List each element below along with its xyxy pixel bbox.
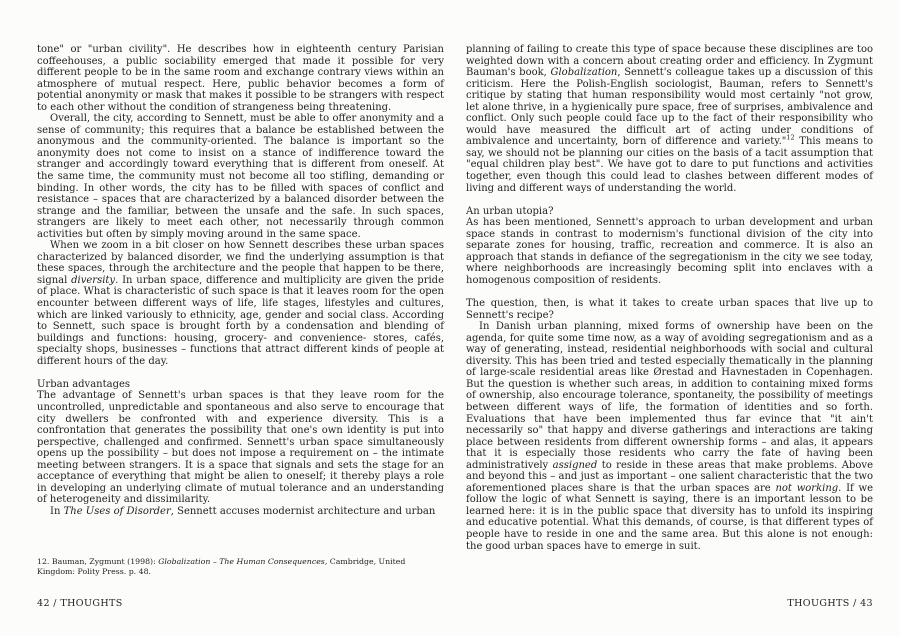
- paragraph: Overall, the city, according to Sennett, must be able to offer anonymity and a sense of community; this requires that a balance be established between the anonymous and the community-oriented. The balance is important so the anonymity does not come to insist on a stance of indifference toward the stranger and accordingly toward everything that is different from oneself. At the same time, the community must not become all too stifling, demanding or binding. In other words, the city has to be filled with spaces of conflict and resistance – spaces that are characterized by a balanced disorder between the strange and the familiar, between the unsafe and the safe. In such spaces, strangers are likely to meet each other, not necessarily through common activities but often by simply moving around in the same space.: [37, 113, 444, 240]
- right-page-footer: THOUGHTS / 43: [787, 598, 873, 609]
- footnote: 12. Bauman, Zygmunt (1998): Globalization – The Human Consequences, Cambridge, United Kingdom: Polity Press. p. 48.: [37, 557, 406, 576]
- paragraph: The question, then, is what it takes to create urban spaces that live up to Sennett's recipe?: [466, 298, 873, 321]
- paragraph: planning of failing to create this type of space because these disciplines are too weighted down with a concern about creating order and efficiency. In Zygmunt Bauman's book, Globalization, Sennett's colleague takes up a discussion of this criticism. Here the Polish-English sociologist, Bauman, refers to Sennett's critique by stating that human responsibility would most certainly "not grow, let alone thrive, in a hygienically pure space, free of surprises, ambivalence and conflict. Only such people could face up to the fact of their responsibility who would have measured the difficult art of acting under conditions of ambivalence and uncertainty, born of difference and variety."$^{12}$ This means to say, we should not be planning our cities on the basis of a tacit assumption that "equal children play best". We have got to dare to put functions and activities together, even though this could lead to clashes between different modes of living and different ways of understanding the world.: [466, 44, 873, 194]
- section-heading: Urban advantages: [37, 378, 131, 390]
- section-heading: An urban utopia?: [466, 205, 554, 217]
- paragraph: In Danish urban planning, mixed forms of ownership have been on the agenda, for quite some time now, as a way of avoiding segregationism and as a way of generating, instead, residential neighborhoods with social and cultural diversity. This has been tried and tested especially thematically in the planning of large-scale residential areas like Ørestad and Havnestaden in Copenhagen. But the question is whether such areas, in addition to containing mixed forms of ownership, also encourage tolerance, spontaneity, the possibility of meetings between different ways of life, the formation of identities and so forth. Evaluations that have been implemented thus far evince that "it ain't necessarily so" that happy and diverse gatherings and interactions are taking place between residents from different ownership forms – and alas, it appears that it is especially those residents who carry the fate of having been administratively assigned to reside in these areas that make problems. Above and beyond this – and just as important – one salient characteristic that the two aforementioned places share is that the urban spaces are not working. If we follow the logic of what Sennett is saying, there is an important lesson to be learned here: it is in the public space that diversity has to unfold its inspiring and educative potential. What this demands, of course, is that different types of people have to reside in one and the same area. But this alone is not enough: the good urban spaces have to emerge in suit.: [466, 321, 873, 552]
- right-page-text-column: [466, 44, 873, 552]
- paragraph: The advantage of Sennett's urban spaces is that they leave room for the uncontrolled, unpredictable and spontaneous and also serve to encourage that city dwellers be confronted with and experience diversity. This is a confrontation that generates the possibility that one's own identity is put into perspective, challenged and confirmed. Sennett's urban space simultaneously opens up the possibility – but does not impose a requirement on – the intimate meeting between strangers. It is a space that signals and sets the stage for an acceptance of everything that might be alien to oneself; it thereby plays a role in developing an underlying climate of mutual tolerance and an understanding of heterogeneity and dissimilarity.: [37, 390, 444, 506]
- paragraph: In The Uses of Disorder, Sennett accuses modernist architecture and urban: [50, 505, 436, 517]
- paragraph: As has been mentioned, Sennett's approach to urban development and urban space stands in contrast to modernism's functional division of the city into separate zones for housing, traffic, recreation and commerce. It is also an approach that stands in defiance of the segregationism in the city we see today, where neighborhoods are increasingly becoming split into enclaves with a homogenous composition of residents.: [466, 217, 873, 286]
- paragraph: tone" or "urban civility". He describes how in eighteenth century Parisian coffeehouses, a public sociability emerged that made it possible for very different people to be in the same room and exchange contrary views within an atmosphere of mutual respect. Here, public behavior becomes a form of potential anonymity or mask that makes it possible to be strangers with respect to each other without the condition of strangeness being threatening.: [37, 44, 444, 113]
- left-page-footer: 42 / THOUGHTS: [37, 598, 123, 609]
- paragraph: When we zoom in a bit closer on how Sennett describes these urban spaces characterized by balanced disorder, we find the underlying assumption is that these spaces, through the architecture and the people that happen to be there, signal diversity. In urban space, difference and multiplicity are given the pride of place. What is characteristic of such space is that it leaves room for the open encounter between different ways of life, life stages, lifestyles and cultures, which are linked variously to ethnicity, age, gender and social class. According to Sennett, such space is brought forth by a condensation and blending of buildings and functions: housing, grocery- and convenience- stores, cafés, specialty shops, businesses – functions that attract different kinds of people at different hours of the day.: [37, 240, 444, 367]
- left-page-text-column: [37, 44, 444, 517]
